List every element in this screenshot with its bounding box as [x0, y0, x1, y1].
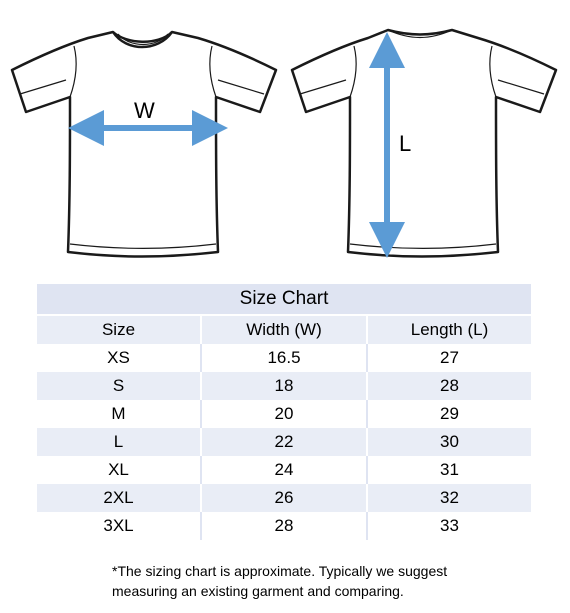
width-cell: 16.5 [201, 344, 367, 372]
width-cell: 28 [201, 512, 367, 540]
size-cell: M [37, 400, 201, 428]
width-cell: 22 [201, 428, 367, 456]
table-row [37, 400, 531, 428]
table-row [37, 372, 531, 400]
size-cell: 2XL [37, 484, 201, 512]
width-cell: 26 [201, 484, 367, 512]
length-cell: 30 [367, 428, 531, 456]
length-label: L [399, 131, 412, 156]
width-cell: 24 [201, 456, 367, 484]
table-row [37, 512, 531, 540]
front-shirt-drawing [12, 32, 276, 257]
width-label: W [134, 98, 155, 123]
table-header-row [37, 315, 531, 344]
length-cell: 28 [367, 372, 531, 400]
width-cell: 20 [201, 400, 367, 428]
header-size: Size [37, 315, 201, 344]
length-cell: 27 [367, 344, 531, 372]
length-cell: 33 [367, 512, 531, 540]
size-cell: 3XL [37, 512, 201, 540]
size-cell: S [37, 372, 201, 400]
table-title: Size Chart [37, 284, 531, 315]
footnote-line-1: *The sizing chart is approximate. Typically we suggest [112, 563, 448, 579]
sizing-footnote [112, 561, 532, 601]
table-row [37, 344, 531, 372]
table-title-row [37, 284, 531, 315]
size-cell: XS [37, 344, 201, 372]
size-cell: L [37, 428, 201, 456]
table-row [37, 456, 531, 484]
header-length: Length (L) [367, 315, 531, 344]
length-cell: 31 [367, 456, 531, 484]
back-shirt-drawing [292, 30, 556, 257]
footnote-line-2: measuring an existing garment and comparing. [112, 583, 404, 599]
header-width: Width (W) [201, 315, 367, 344]
width-cell: 18 [201, 372, 367, 400]
tshirt-diagrams [0, 0, 570, 270]
length-cell: 29 [367, 400, 531, 428]
size-chart-table [37, 284, 531, 540]
length-cell: 32 [367, 484, 531, 512]
table-row [37, 428, 531, 456]
table-row [37, 484, 531, 512]
size-cell: XL [37, 456, 201, 484]
